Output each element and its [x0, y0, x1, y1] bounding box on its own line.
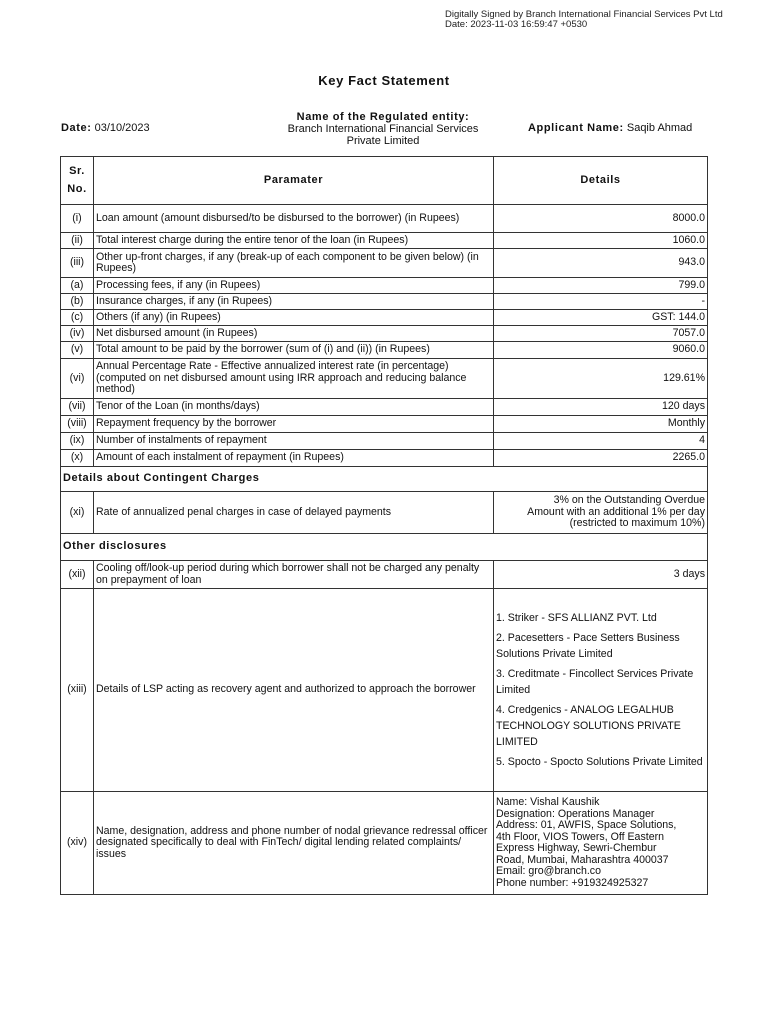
table-row [61, 310, 708, 326]
row-details: GST: 144.0 [494, 310, 708, 326]
applicant-label: Applicant Name: [528, 122, 624, 134]
row-sr: (ix) [61, 433, 94, 450]
row-details: 4 [494, 433, 708, 450]
row-parameter: Processing fees, if any (in Rupees) [94, 278, 494, 294]
row-sr: (xi) [61, 492, 94, 534]
row-parameter: Cooling off/look-up period during which borrower shall not be charged any penalty on prepayment of loan [94, 561, 494, 589]
table-header-row [61, 157, 708, 205]
grievance-officer-details [494, 792, 708, 895]
penal-charge-line-2: Amount with an additional 1% per day [527, 505, 705, 518]
sr-header-line-1: Sr. [69, 165, 85, 177]
officer-address-line: 4th Floor, VIOS Towers, Off Eastern [496, 830, 665, 843]
table-row [61, 589, 708, 792]
row-parameter: Tenor of the Loan (in months/days) [94, 399, 494, 416]
column-header-details: Details [494, 157, 708, 205]
row-parameter: Annual Percentage Rate - Effective annualized interest rate (in percentage) (computed on net disbursed amount using IRR approach and reducing balance method) [94, 359, 494, 399]
officer-designation: Designation: Operations Manager [496, 807, 655, 820]
row-parameter: Repayment frequency by the borrower [94, 416, 494, 433]
row-details: 7057.0 [494, 326, 708, 342]
row-parameter: Net disbursed amount (in Rupees) [94, 326, 494, 342]
entity-name-line-2: Private Limited [346, 135, 420, 147]
applicant-value: Saqib Ahmad [626, 122, 693, 134]
row-parameter: Loan amount (amount disbursed/to be disbursed to the borrower) (in Rupees) [94, 205, 494, 233]
table-row [61, 399, 708, 416]
entity-label: Name of the Regulated entity: [296, 111, 470, 123]
row-details: 1060.0 [494, 233, 708, 249]
table-row [61, 278, 708, 294]
row-parameter: Total amount to be paid by the borrower (sum of (i) and (ii)) (in Rupees) [94, 342, 494, 359]
penal-charge-line-3: (restricted to maximum 10%) [569, 517, 705, 530]
row-details: 943.0 [494, 249, 708, 278]
table-row [61, 792, 708, 895]
date-label: Date: [61, 122, 92, 134]
row-sr: (iii) [61, 249, 94, 278]
row-sr: (xii) [61, 561, 94, 589]
date-field [61, 122, 150, 134]
list-item: 2. Pacesetters - Pace Setters Business Solutions Private Limited [496, 632, 680, 660]
penal-charge-line-1: 3% on the Outstanding Overdue [553, 494, 705, 507]
table-row [61, 205, 708, 233]
row-sr: (vi) [61, 359, 94, 399]
officer-email: Email: gro@branch.co [496, 865, 601, 877]
officer-name: Name: Vishal Kaushik [496, 796, 600, 808]
officer-phone: Phone number: +919324925327 [496, 876, 649, 889]
row-parameter: Details of LSP acting as recovery agent and authorized to approach the borrower [94, 589, 494, 792]
table-row [61, 561, 708, 589]
section-header-contingent-charges [61, 467, 708, 492]
key-fact-table [60, 156, 708, 895]
table-row [61, 233, 708, 249]
row-details: 129.61% [494, 359, 708, 399]
row-sr: (vii) [61, 399, 94, 416]
list-item: 4. Credgenics - ANALOG LEGALHUB TECHNOLOGY SOLUTIONS PRIVATE LIMITED [496, 704, 681, 748]
row-details: Monthly [494, 416, 708, 433]
entity-name-line-1: Branch International Financial Services [287, 123, 479, 135]
row-parameter: Total interest charge during the entire tenor of the loan (in Rupees) [94, 233, 494, 249]
row-parameter: Others (if any) (in Rupees) [94, 310, 494, 326]
row-sr: (a) [61, 278, 94, 294]
row-details: - [494, 294, 708, 310]
row-parameter: Amount of each instalment of repayment (in Rupees) [94, 450, 494, 467]
row-sr: (iv) [61, 326, 94, 342]
table-row [61, 450, 708, 467]
section-title: Details about Contingent Charges [61, 467, 708, 492]
signature-line-2: Date: 2023-11-03 16:59:47 +0530 [445, 19, 588, 30]
table-row [61, 294, 708, 310]
row-parameter: Rate of annualized penal charges in case of delayed payments [94, 492, 494, 534]
lsp-agent-list [494, 589, 708, 792]
officer-address-line: Address: 01, AWFIS, Space Solutions, [496, 819, 677, 831]
page-title: Key Fact Statement [318, 73, 450, 88]
date-value: 03/10/2023 [94, 122, 150, 134]
sr-header-line-2: No. [67, 182, 87, 195]
officer-address-line: Road, Mumbai, Maharashtra 400037 [496, 853, 669, 866]
list-item: 1. Striker - SFS ALLIANZ PVT. Ltd [496, 612, 657, 624]
row-details [494, 492, 708, 534]
table-row [61, 433, 708, 450]
applicant-field [528, 122, 692, 134]
table-row [61, 359, 708, 399]
table-row [61, 249, 708, 278]
row-parameter: Insurance charges, if any (in Rupees) [94, 294, 494, 310]
row-sr: (viii) [61, 416, 94, 433]
list-item: 5. Spocto - Spocto Solutions Private Limited [496, 756, 703, 768]
row-sr: (i) [61, 205, 94, 233]
column-header-sr-no [61, 157, 94, 205]
section-header-other-disclosures [61, 534, 708, 561]
signature-line-1: Digitally Signed by Branch International Financial Services Pvt Ltd [445, 9, 723, 20]
section-title: Other disclosures [61, 534, 708, 561]
row-sr: (xiv) [61, 792, 94, 895]
officer-address-line: Express Highway, Sewri-Chembur [496, 842, 657, 854]
column-header-parameter: Paramater [94, 157, 494, 205]
row-parameter: Number of instalments of repayment [94, 433, 494, 450]
row-details: 3 days [494, 561, 708, 589]
row-details: 9060.0 [494, 342, 708, 359]
row-details: 2265.0 [494, 450, 708, 467]
regulated-entity [260, 111, 506, 147]
row-details: 799.0 [494, 278, 708, 294]
table-row [61, 326, 708, 342]
row-parameter: Name, designation, address and phone number of nodal grievance redressal officer designated specifically to deal with FinTech/ digital lending related complaints/ issues [94, 792, 494, 895]
table-row [61, 492, 708, 534]
table-row [61, 416, 708, 433]
row-sr: (v) [61, 342, 94, 359]
row-parameter: Other up-front charges, if any (break-up of each component to be given below) (in Rupees) [94, 249, 494, 278]
list-item: 3. Creditmate - Fincollect Services Private Limited [496, 668, 694, 696]
row-sr: (x) [61, 450, 94, 467]
row-sr: (xiii) [61, 589, 94, 792]
row-sr: (c) [61, 310, 94, 326]
table-row [61, 342, 708, 359]
row-details: 8000.0 [494, 205, 708, 233]
row-sr: (ii) [61, 233, 94, 249]
row-details: 120 days [494, 399, 708, 416]
row-sr: (b) [61, 294, 94, 310]
digital-signature [445, 10, 723, 30]
